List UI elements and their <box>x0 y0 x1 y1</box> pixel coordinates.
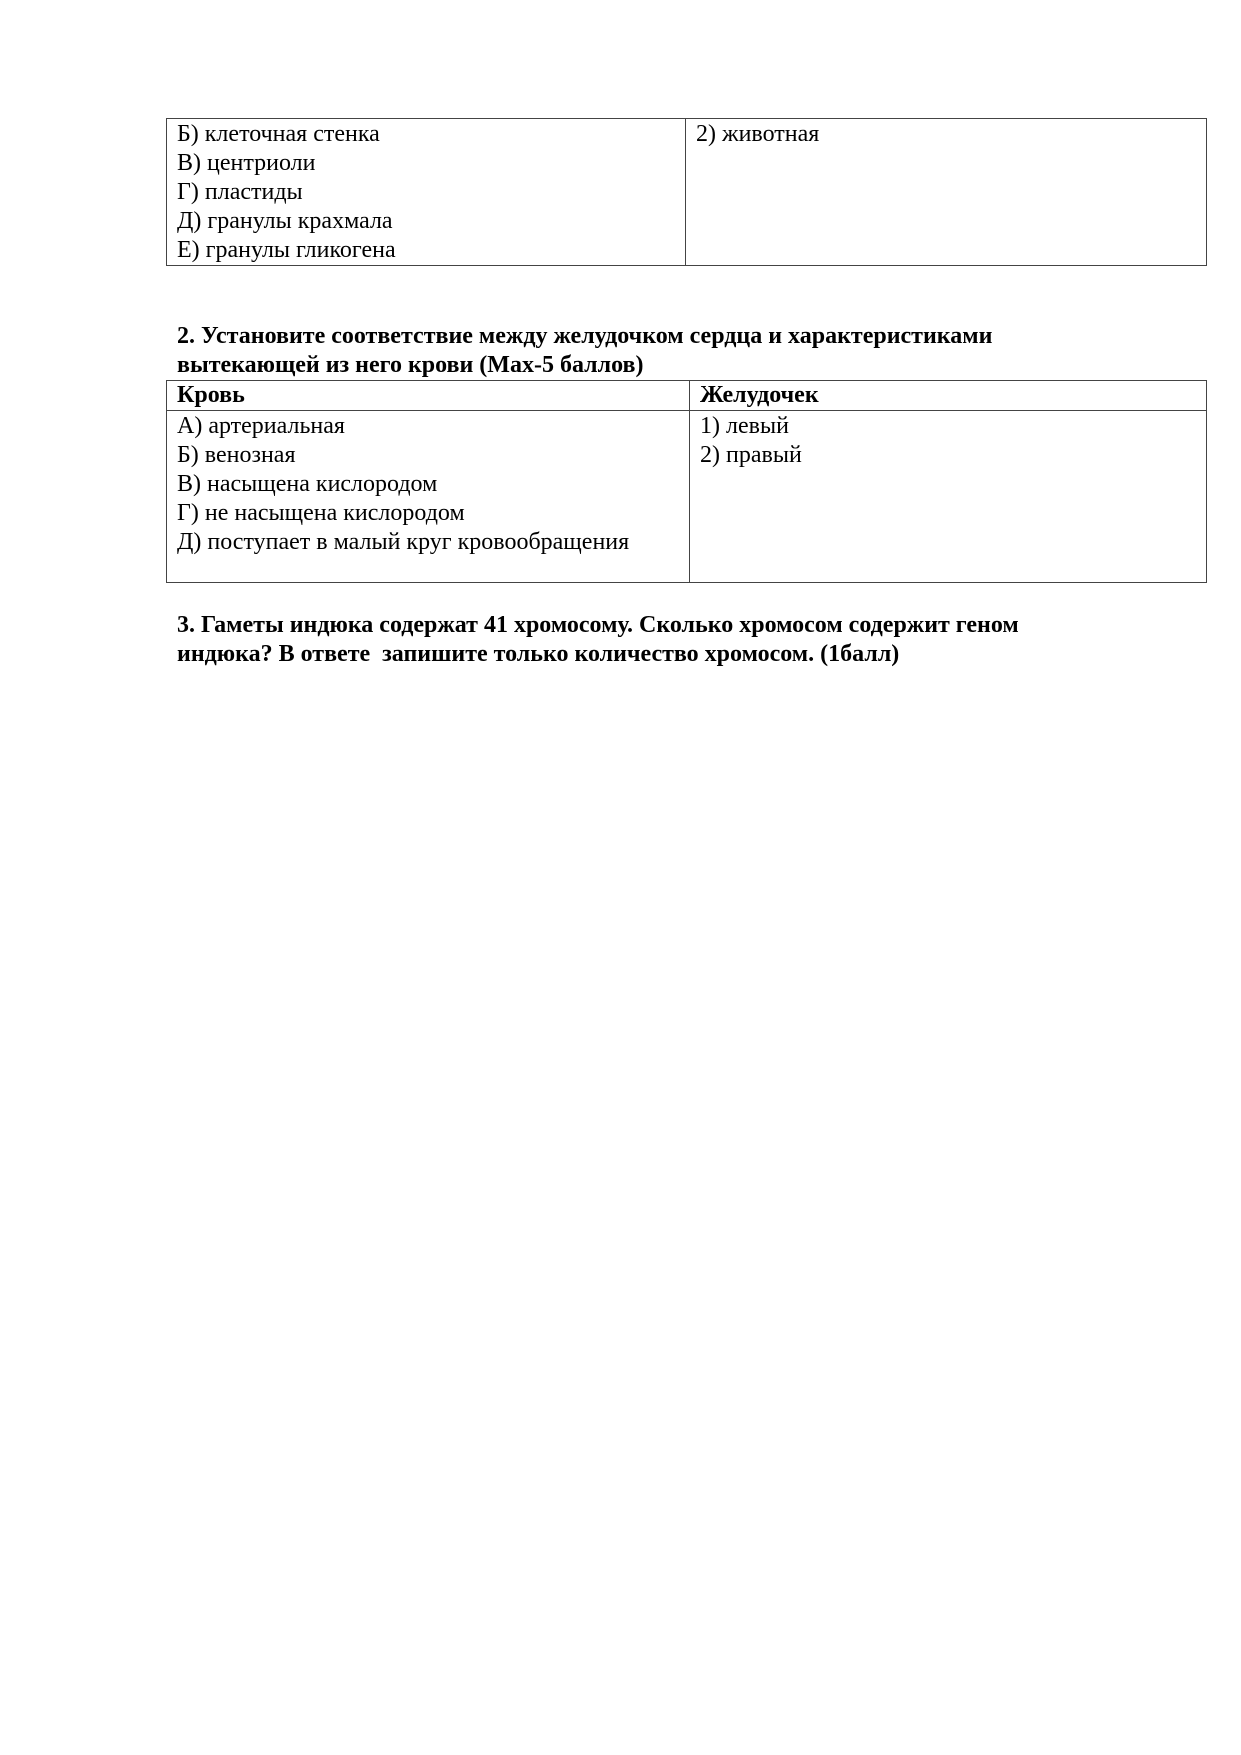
table-ventricle-blood <box>166 380 1207 583</box>
question-line: индюка? В ответе запишите только количество хромосом. (1балл) <box>177 641 900 667</box>
list-item: Д) гранулы крахмала <box>177 208 393 234</box>
table-cell-ventricles <box>690 411 1207 583</box>
list-item: А) артериальная <box>177 413 345 439</box>
list-item: В) насыщена кислородом <box>177 471 438 497</box>
column-header-blood: Кровь <box>167 381 690 411</box>
task-3-question <box>177 611 1137 669</box>
list-item: 2) животная <box>696 121 820 147</box>
list-item: Б) венозная <box>177 442 296 468</box>
list-item: Г) пластиды <box>177 179 303 205</box>
list-item: Д) поступает в малый круг кровообращения <box>177 529 630 555</box>
table-cell-cell-types <box>686 119 1207 266</box>
column-header-ventricle: Желудочек <box>690 381 1207 411</box>
table-cell-blood-characteristics <box>167 411 690 583</box>
list-item: Г) не насыщена кислородом <box>177 500 465 526</box>
list-item: Е) гранулы гликогена <box>177 237 396 263</box>
table-row <box>167 119 1207 266</box>
list-item: Б) клеточная стенка <box>177 121 380 147</box>
list-item: 1) левый <box>700 413 789 439</box>
table-row <box>167 411 1207 583</box>
list-item: В) центриоли <box>177 150 316 176</box>
question-line: 2. Установите соответствие между желудочком сердца и характеристиками <box>177 323 993 349</box>
task-2-question <box>177 322 1137 380</box>
table-organelles <box>166 118 1207 266</box>
table-header-row <box>167 381 1207 411</box>
question-line: 3. Гаметы индюка содержат 41 хромосому. Сколько хромосом содержит геном <box>177 612 1019 638</box>
question-line: вытекающей из него крови (Max-5 баллов) <box>177 352 644 378</box>
list-item: 2) правый <box>700 442 802 468</box>
table-cell-organelles <box>167 119 686 266</box>
